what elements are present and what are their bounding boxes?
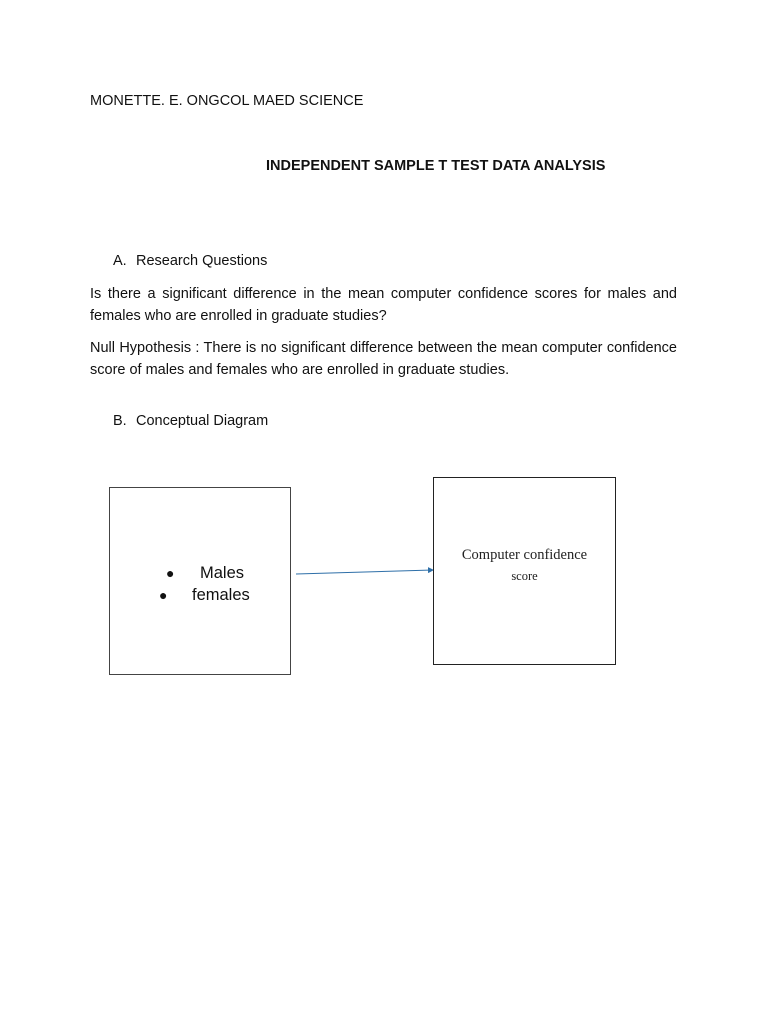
section-b-heading bbox=[113, 413, 268, 429]
section-a-marker: A. bbox=[113, 253, 127, 269]
list-item-label: females bbox=[192, 586, 250, 604]
null-hypothesis-paragraph: Null Hypothesis : There is no significant difference between the mean computer confidence score of males and females who are enrolled in graduate studies. bbox=[90, 340, 677, 378]
independent-variable-list bbox=[110, 562, 290, 606]
list-item bbox=[110, 562, 290, 584]
author-line: MONETTE. E. ONGCOL MAED SCIENCE bbox=[90, 93, 364, 109]
section-a-heading bbox=[113, 253, 267, 269]
list-item-label: Males bbox=[200, 564, 245, 582]
dependent-variable-line2: score bbox=[511, 569, 538, 583]
section-b-title: Conceptual Diagram bbox=[136, 413, 269, 429]
dependent-variable-box bbox=[433, 477, 616, 665]
list-item bbox=[110, 584, 290, 606]
research-question-paragraph: Is there a significant difference in the mean computer confidence scores for males and females who are enrolled in graduate studies? bbox=[90, 286, 677, 324]
bullet-icon: ● bbox=[166, 565, 175, 581]
independent-variable-box bbox=[109, 487, 291, 675]
section-a-title: Research Questions bbox=[136, 253, 268, 269]
bullet-icon: ● bbox=[159, 587, 168, 603]
dependent-variable-line1: Computer confidence bbox=[461, 547, 588, 563]
document-title: INDEPENDENT SAMPLE T TEST DATA ANALYSIS bbox=[266, 158, 606, 174]
dependent-variable-label bbox=[434, 545, 615, 587]
section-b-marker: B. bbox=[113, 413, 127, 429]
